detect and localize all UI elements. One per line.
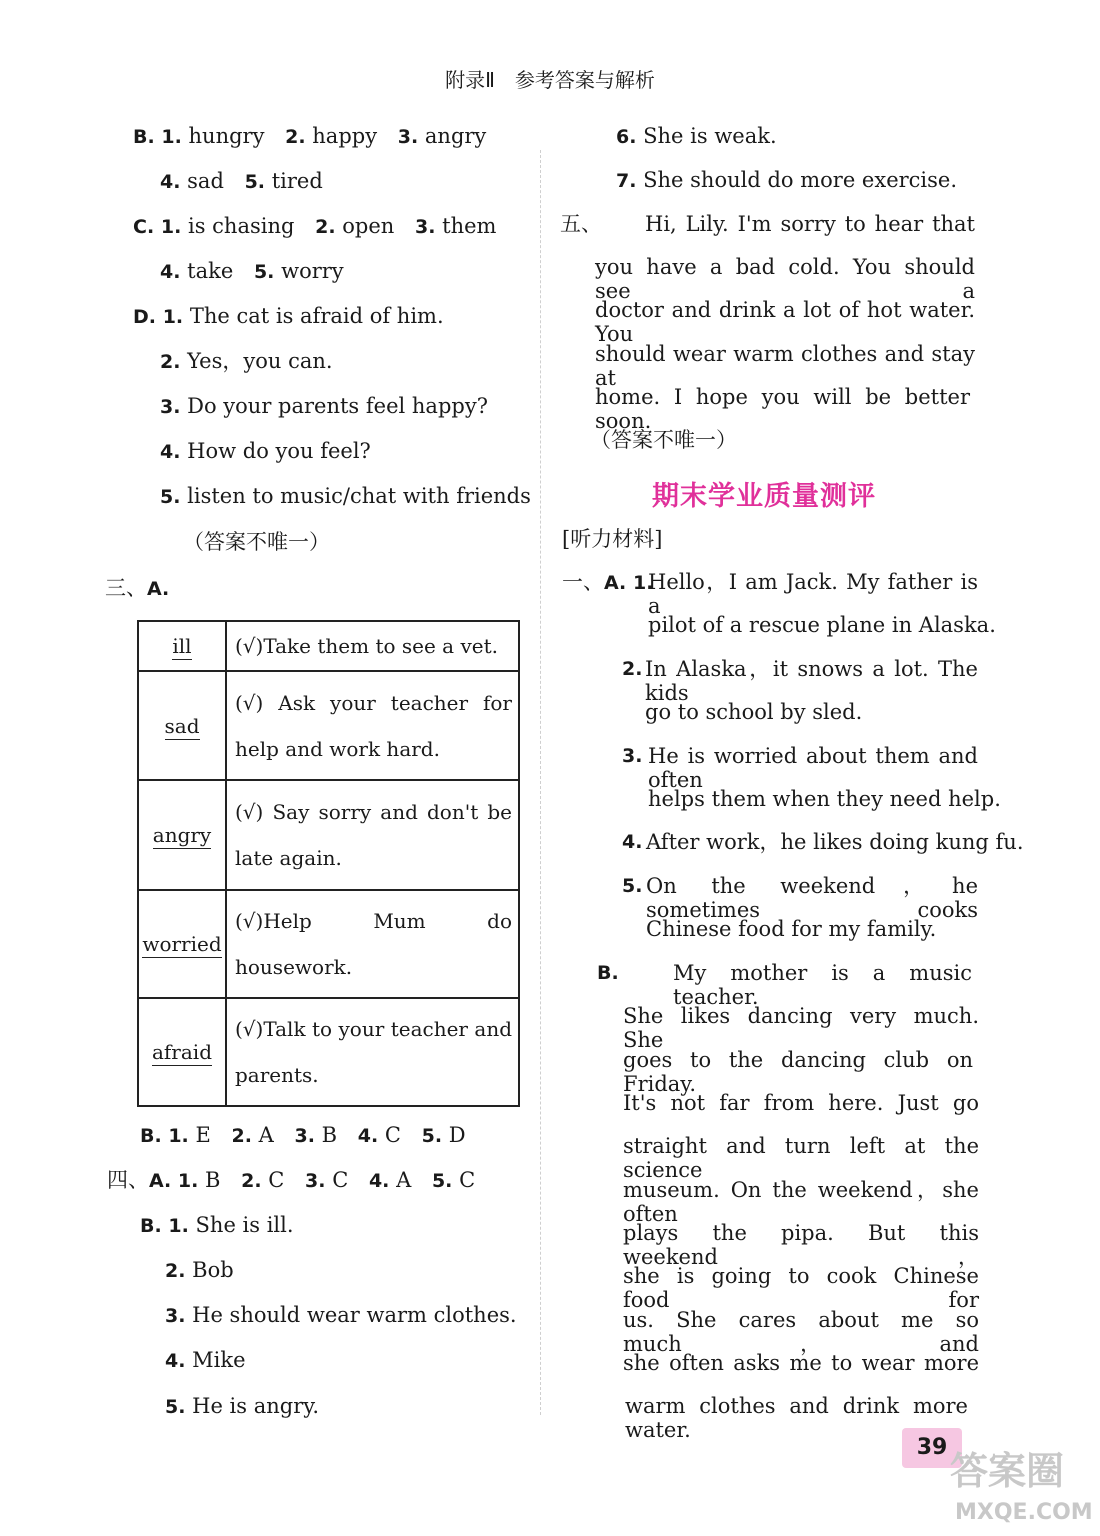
B-line: She likes dancing very much. She xyxy=(623,1004,979,1052)
B-line: us. She cares about me so much，and xyxy=(623,1308,979,1356)
table-row xyxy=(138,890,519,998)
A-item1-line1: Hello，I am Jack. My father is a xyxy=(648,570,978,618)
A-item3-line2: helps them when they need help. xyxy=(648,787,1001,811)
table-row xyxy=(138,780,519,890)
B-line: warm clothes and drink more water. xyxy=(625,1394,968,1442)
left-D-item4: 4. How do you feel? xyxy=(160,439,371,463)
si-B-item4: 4. Mike xyxy=(165,1348,246,1372)
wu-line: doctor and drink a lot of hot water. You xyxy=(595,298,975,346)
wu-label: 五、 xyxy=(560,212,602,236)
left-C-row1: C. 1. is chasing 2. open 3. them xyxy=(133,214,497,238)
B-line: museum. On the weekend，she often xyxy=(623,1178,979,1226)
yi-A-label: 一、A. 1. xyxy=(562,570,654,594)
B-line: she often asks me to wear more xyxy=(623,1351,979,1375)
B-line: plays the pipa. But this weekend， xyxy=(623,1221,979,1269)
table-row xyxy=(138,621,519,671)
watermark-url: MXQE.COM xyxy=(955,1500,1093,1525)
table-desc-cell: (√)Take them to see a vet. xyxy=(226,621,519,671)
B-line: It's not far from here. Just go xyxy=(623,1091,979,1115)
A-item3-line1: He is worried about them and often xyxy=(648,744,978,792)
table-word-cell: afraid xyxy=(138,998,226,1106)
si-B-item1: B. 1. She is ill. xyxy=(140,1213,294,1237)
B-line: straight and turn left at the science xyxy=(623,1134,979,1182)
wu-line: you have a bad cold. You should see a xyxy=(595,255,975,303)
si-B-item2: 2. Bob xyxy=(165,1258,234,1282)
table-word-cell: worried xyxy=(138,890,226,998)
table-desc-cell: (√) Say sorry and don't be late again. xyxy=(226,780,519,890)
table-word-cell: sad xyxy=(138,671,226,780)
A-item4-line1: After work，he likes doing kung fu. xyxy=(646,830,1024,854)
si-B-item5: 5. He is angry. xyxy=(165,1394,320,1418)
table-word-cell: angry xyxy=(138,780,226,890)
A-item2-line1: In Alaska，it snows a lot. The kids xyxy=(645,657,978,705)
column-divider xyxy=(540,150,541,1415)
left-D-item5: 5. listen to music/chat with friends xyxy=(160,484,531,508)
left-D-item1: D. 1. The cat is afraid of him. xyxy=(133,304,444,328)
section-si-A: 四、A. 1. B 2. C 3. C 4. A 5. C xyxy=(107,1168,476,1192)
wu-note: （答案不唯一） xyxy=(590,428,737,452)
page-header: 附录Ⅱ 参考答案与解析 xyxy=(445,68,655,92)
B-line: she is going to cook Chinese food for xyxy=(623,1264,979,1312)
A-item4-num: 4. xyxy=(622,831,643,853)
A-item5-line1: On the weekend，he sometimes cooks xyxy=(646,874,978,922)
left-D-note: （答案不唯一） xyxy=(183,530,330,554)
A-item5-num: 5. xyxy=(622,875,643,897)
wu-line: Hi, Lily. I'm sorry to hear that xyxy=(645,212,975,236)
A-item5-line2: Chinese food for my family. xyxy=(646,917,937,941)
right-item6: 6. She is weak. xyxy=(616,124,777,148)
section-san-A: 三、A. xyxy=(105,576,170,600)
left-C-row2: 4. take 5. worry xyxy=(160,259,344,283)
left-B-row1: B. 1. hungry 2. happy 3. angry xyxy=(133,124,487,148)
table-desc-cell: (√)Talk to your teacher and parents. xyxy=(226,998,519,1106)
B-label: B. xyxy=(597,962,619,984)
A-item2-line2: go to school by sled. xyxy=(645,700,863,724)
section-title: 期末学业质量测评 xyxy=(652,481,876,512)
B-line: My mother is a music teacher. xyxy=(673,961,972,1009)
left-D-item3: 3. Do your parents feel happy? xyxy=(160,394,488,418)
B-line: goes to the dancing club on Friday. xyxy=(623,1048,973,1096)
table-word-cell: ill xyxy=(138,621,226,671)
A-item1-line2: pilot of a rescue plane in Alaska. xyxy=(648,613,996,637)
si-B-item3: 3. He should wear warm clothes. xyxy=(165,1303,517,1327)
listening-label: [听力材料] xyxy=(562,527,663,551)
watermark-logo: 答案圈 xyxy=(950,1449,1065,1493)
wu-line: should wear warm clothes and stay at xyxy=(595,342,975,390)
right-item7: 7. She should do more exercise. xyxy=(616,168,958,192)
table-desc-cell: (√)Help Mum do housework. xyxy=(226,890,519,998)
A-item2-num: 2. xyxy=(622,658,643,680)
section-san-B: B. 1. E 2. A 3. B 4. C 5. D xyxy=(140,1123,466,1147)
left-B-row2: 4. sad 5. tired xyxy=(160,169,323,193)
page-number: 39 xyxy=(902,1428,962,1468)
wu-line: home. I hope you will be better soon. xyxy=(595,385,970,433)
answer-table xyxy=(137,620,520,1107)
left-D-item2: 2. Yes，you can. xyxy=(160,349,333,373)
A-item3-num: 3. xyxy=(622,745,643,767)
table-desc-cell: (√) Ask your teacher for help and work hard. xyxy=(226,671,519,780)
table-row xyxy=(138,671,519,780)
table-row xyxy=(138,998,519,1106)
